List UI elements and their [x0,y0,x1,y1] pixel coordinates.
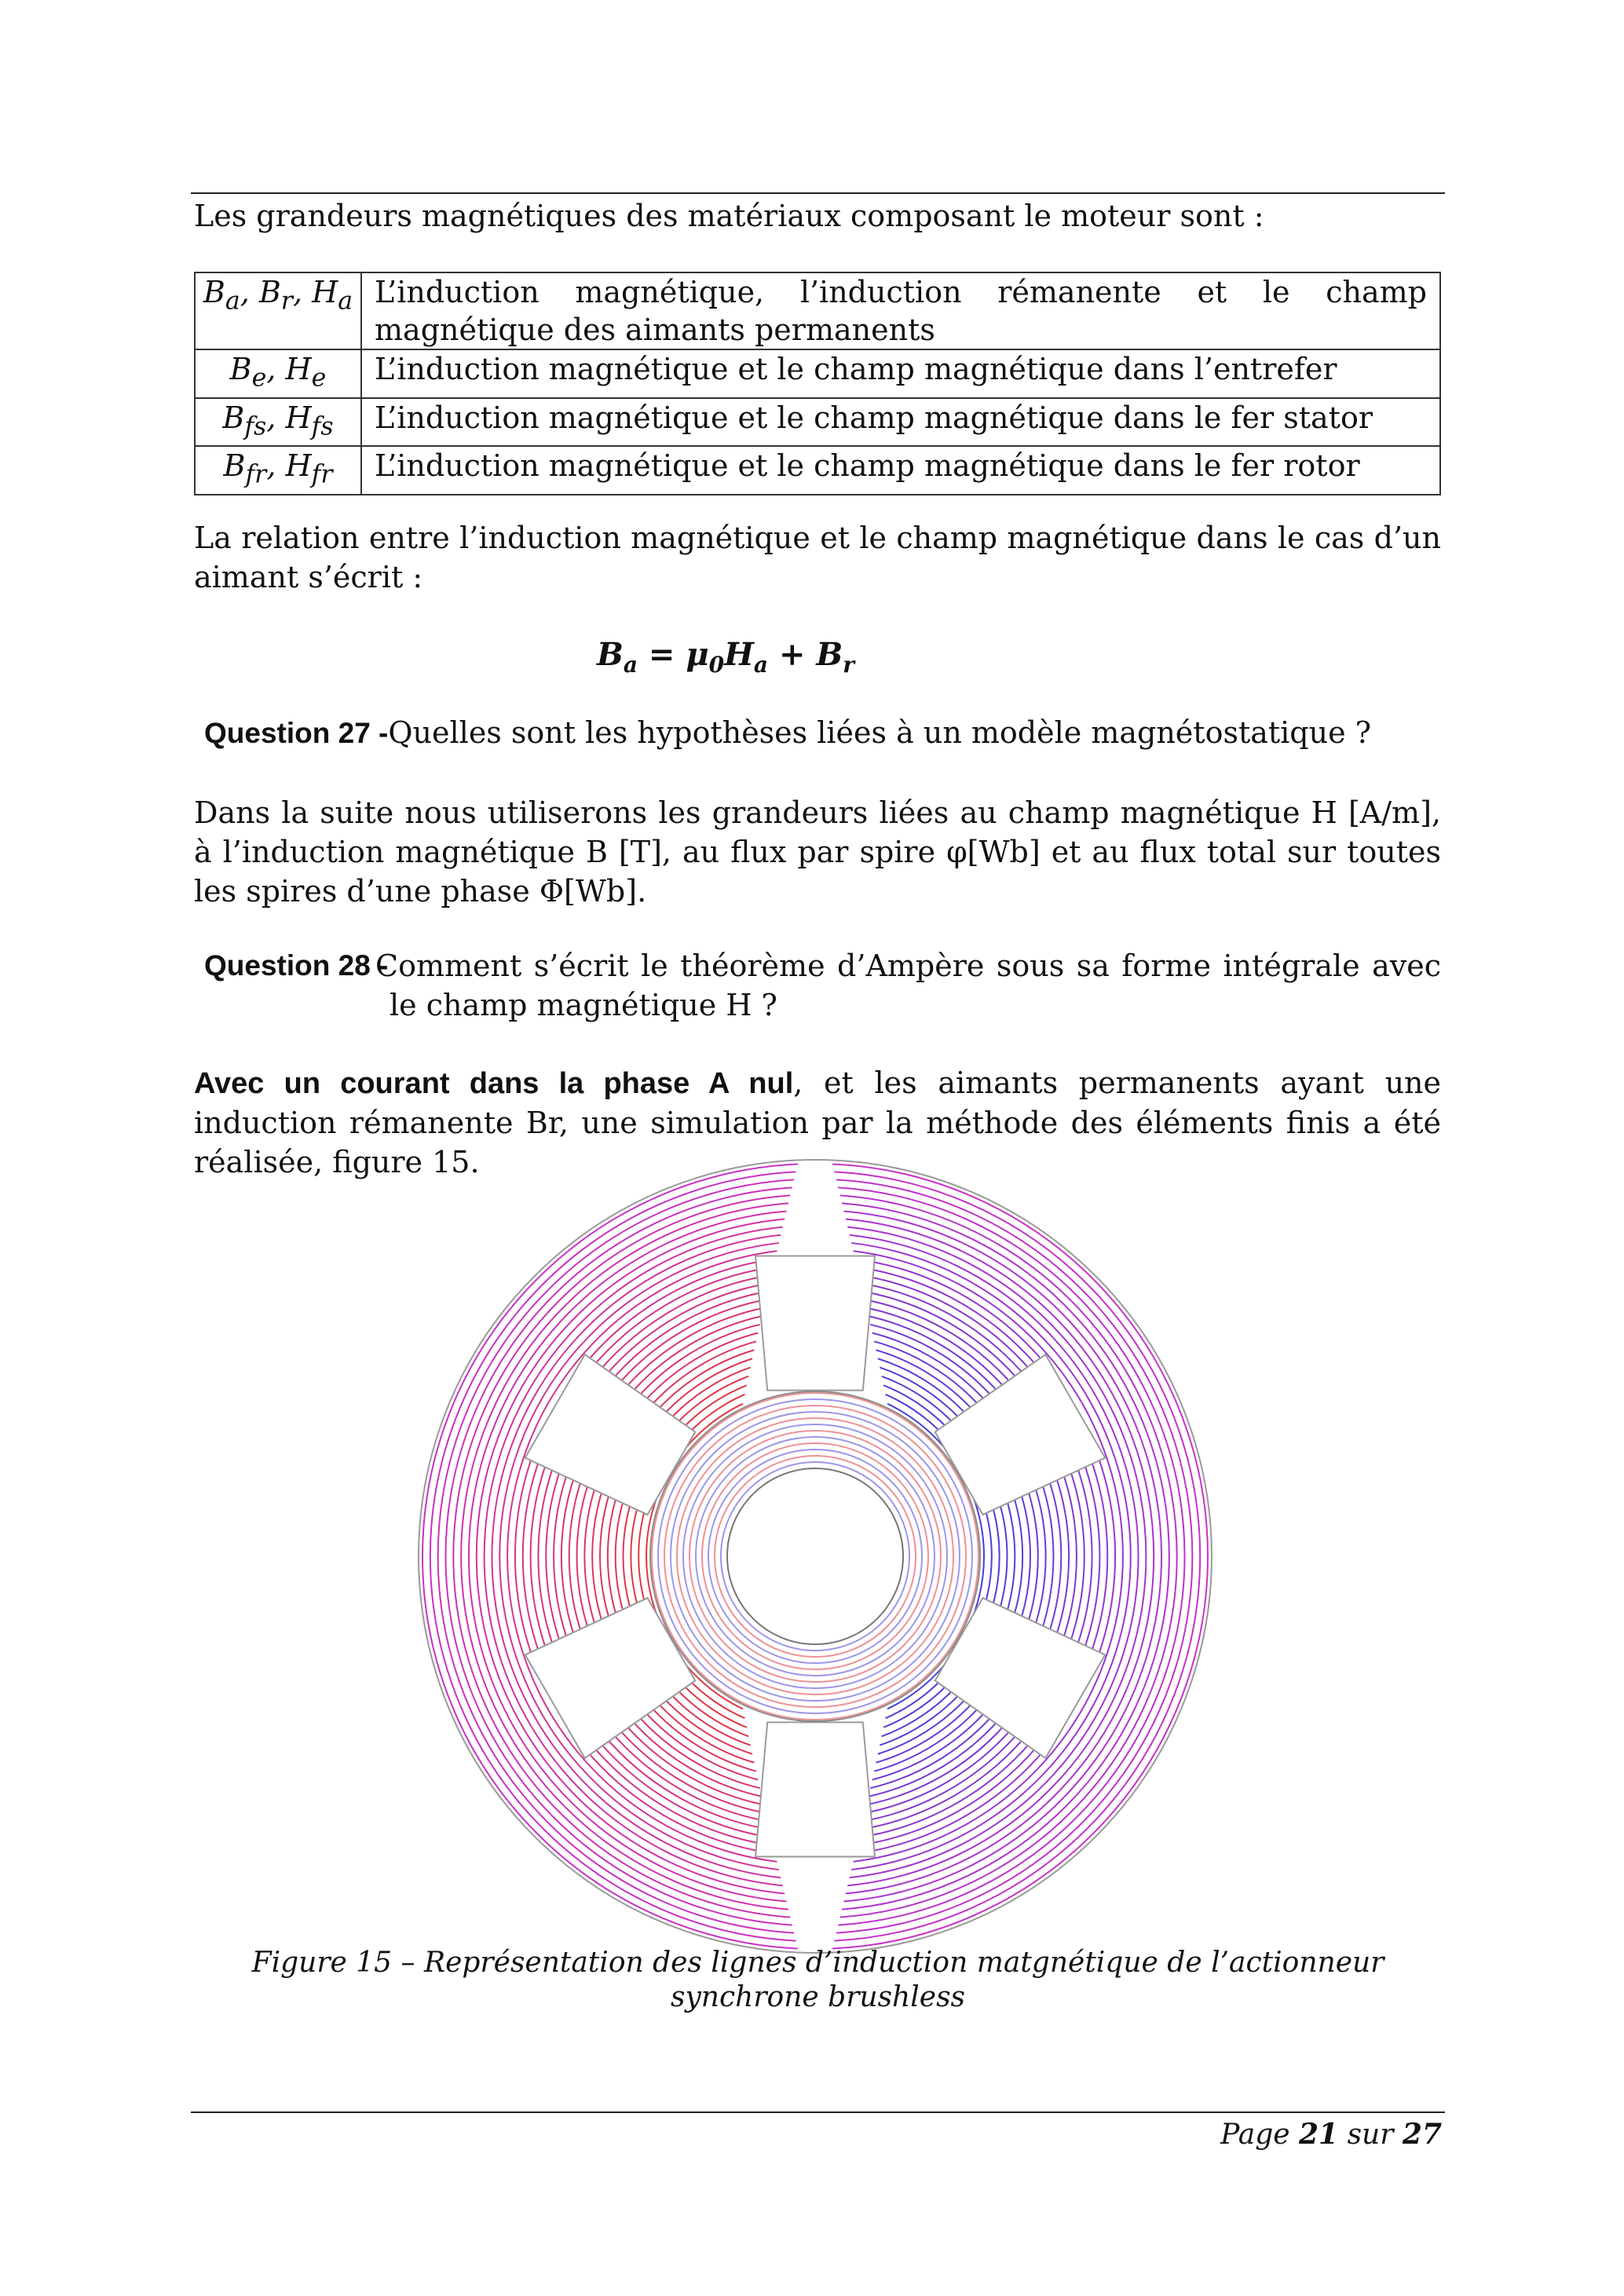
figure-caption: Figure 15 – Représentation des lignes d’induction matgnétique de l’actionneur synchrone brushless [251,1947,1384,2013]
symbols-table [194,272,1441,495]
symbol-cell: $B_e$, $H_e$ [195,349,361,398]
units-paragraph: Dans la suite nous utiliserons les grandeurs liées au champ magnétique H [A/m], à l’induction magnétique B [T], au flux par spire φ[Wb] et au flux total sur toutes les spires d’une phase Φ[Wb]. [194,795,1441,909]
paragraph-text: , et les aimants permanents ayant une induction rémanente Br, une simulation par la méthode des éléments finis a été réalisée, figure 15. [194,1066,1442,1179]
symbol-cell: $B_{fr}$, $H_{fr}$ [195,446,361,495]
table-row [195,398,1440,447]
question-28 [204,946,1441,1025]
sur-word: sur [1347,2119,1394,2151]
description-cell: L’induction magnétique, l’induction rémanente et le champ magnétique des aimants permanents [361,272,1440,349]
stator-slot [525,1598,696,1758]
flux-lines-figure [415,1156,1216,1957]
question-27 [204,713,1371,753]
description-cell: L’induction magnétique et le champ magnétique dans l’entrefer [361,349,1440,398]
question-label: Question 27 - [204,717,389,749]
relation-text: La relation entre l’induction magnétique et le champ magnétique dans le cas d’un aimant s’écrit : [194,521,1441,594]
question-text: Comment s’écrit le théorème d’Ampère sous sa forme intégrale avec le champ magnétique H ? [375,949,1441,1022]
table-row [195,272,1440,349]
description-cell: L’induction magnétique et le champ magnétique dans le fer rotor [361,446,1440,495]
symbol-cell: $B_a$, $B_r$, $H_a$ [195,272,361,349]
stator-slot [755,1722,875,1856]
symbol-cell: $B_{fs}$, $H_{fs}$ [195,398,361,447]
stator-slot [755,1256,875,1390]
intro-text: Les grandeurs magnétiques des matériaux composant le moteur sont : [194,199,1264,233]
page-word: Page [1220,2119,1290,2151]
emphasis-text: Avec un courant dans la phase A nul [194,1067,794,1100]
page-number: 21 [1299,2118,1339,2151]
footer-rule [191,2111,1445,2113]
table-row [195,446,1440,495]
page-total: 27 [1402,2118,1442,2151]
header-rule [191,192,1445,194]
page-footer [1220,2118,1442,2151]
equation: $B_a = \mu_0H_a + B_r$ [597,636,855,678]
stator-slot [935,1598,1106,1758]
stator-slot [525,1355,696,1515]
description-cell: L’induction magnétique et le champ magnétique dans le fer stator [361,398,1440,447]
table-row [195,349,1440,398]
question-text: Quelles sont les hypothèses liées à un modèle magnétostatique ? [388,715,1372,750]
question-label: Question 28 - [204,949,389,982]
stator-slot [935,1355,1106,1515]
